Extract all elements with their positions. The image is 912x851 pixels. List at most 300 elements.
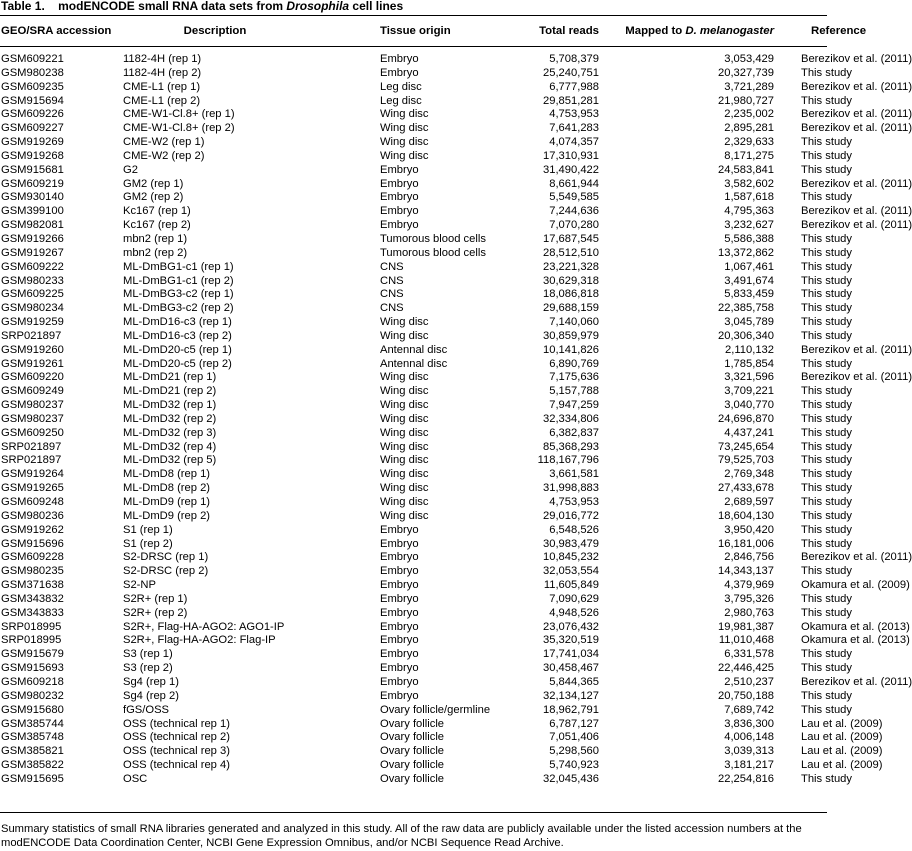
table-row	[0, 316, 827, 330]
cell-accession: GSM980237	[1, 399, 64, 412]
table-row	[0, 302, 827, 316]
cell-accession: GSM980236	[1, 509, 64, 522]
table-body	[0, 44, 912, 787]
table-row	[0, 81, 827, 95]
table-row	[0, 178, 827, 192]
table-row	[0, 538, 827, 552]
cell-mapped-reads: 24,583,841	[718, 163, 774, 176]
cell-mapped-reads: 2,110,132	[725, 343, 774, 356]
top-rule	[0, 15, 827, 16]
cell-mapped-reads: 3,491,674	[724, 274, 774, 287]
cell-accession: GSM919259	[1, 316, 64, 329]
cell-total-reads: 118,167,796	[537, 454, 599, 467]
cell-tissue: Tumorous blood cells	[380, 232, 486, 245]
cell-total-reads: 32,053,554	[543, 565, 599, 578]
cell-reference: This study	[801, 662, 852, 675]
cell-description: ML-DmD32 (rep 5)	[123, 454, 217, 467]
cell-tissue: Wing disc	[380, 412, 429, 425]
cell-total-reads: 29,016,772	[543, 509, 599, 522]
cell-total-reads: 7,051,406	[549, 731, 599, 744]
cell-total-reads: 7,244,636	[549, 205, 599, 218]
cell-accession: GSM609249	[1, 385, 64, 398]
table-row	[0, 399, 827, 413]
cell-mapped-reads: 20,750,188	[718, 689, 774, 702]
table-row	[0, 108, 827, 122]
cell-reference: This study	[801, 94, 852, 107]
table-row	[0, 468, 827, 482]
cell-mapped-reads: 22,446,425	[718, 662, 774, 675]
cell-mapped-reads: 79,525,703	[718, 454, 774, 467]
cell-mapped-reads: 3,836,300	[724, 717, 774, 730]
cell-total-reads: 25,240,751	[543, 66, 599, 79]
cell-tissue: Wing disc	[380, 149, 429, 162]
cell-total-reads: 23,076,432	[543, 620, 599, 633]
cell-tissue: Wing disc	[380, 316, 429, 329]
cell-tissue: Wing disc	[380, 136, 429, 149]
cell-total-reads: 30,859,979	[543, 329, 599, 342]
cell-total-reads: 4,948,526	[549, 606, 599, 619]
cell-tissue: Embryo	[380, 523, 419, 536]
cell-description: OSS (technical rep 4)	[123, 759, 230, 772]
cell-description: CME-W2 (rep 2)	[123, 149, 205, 162]
cell-reference: Berezikov et al. (2011)	[801, 177, 912, 190]
cell-description: CME-W1-Cl.8+ (rep 2)	[123, 122, 235, 135]
cell-accession: GSM980238	[1, 66, 64, 79]
cell-tissue: Leg disc	[380, 94, 422, 107]
cell-reference: Berezikov et al. (2011)	[801, 53, 912, 65]
cell-total-reads: 32,334,806	[543, 412, 599, 425]
cell-tissue: Embryo	[380, 592, 419, 605]
cell-mapped-reads: 8,171,275	[724, 149, 774, 162]
cell-description: ML-DmD32 (rep 1)	[123, 399, 217, 412]
cell-description: ML-DmBG1-c1 (rep 1)	[123, 260, 234, 273]
header-row	[0, 17, 827, 44]
cell-mapped-reads: 3,181,217	[724, 759, 774, 772]
cell-description: Sg4 (rep 2)	[123, 689, 179, 702]
table-row	[0, 551, 827, 565]
header-total-reads: Total reads	[539, 24, 599, 37]
table-row	[0, 385, 827, 399]
cell-tissue: Embryo	[380, 191, 419, 204]
cell-accession: GSM343833	[1, 606, 64, 619]
table-row	[0, 164, 827, 178]
table-row	[0, 704, 827, 718]
cell-reference: This study	[801, 689, 852, 702]
table-row	[0, 53, 827, 67]
cell-description: GM2 (rep 2)	[123, 191, 184, 204]
cell-accession: GSM919265	[1, 482, 64, 495]
cell-total-reads: 3,661,581	[549, 468, 599, 481]
cell-description: 1182-4H (rep 1)	[123, 53, 202, 65]
cell-description: 1182-4H (rep 2)	[123, 66, 202, 79]
table-row	[0, 330, 827, 344]
cell-reference: This study	[801, 260, 852, 273]
cell-reference: This study	[801, 191, 852, 204]
cell-total-reads: 7,070,280	[549, 219, 599, 232]
bottom-rule	[0, 812, 827, 813]
cell-description: ML-DmD16-c3 (rep 1)	[123, 316, 232, 329]
cell-mapped-reads: 2,235,002	[724, 108, 774, 121]
cell-mapped-reads: 2,689,597	[724, 496, 774, 508]
cell-tissue: Embryo	[380, 177, 419, 190]
cell-total-reads: 30,629,318	[543, 274, 599, 287]
cell-mapped-reads: 2,510,237	[724, 675, 774, 688]
cell-accession: GSM919260	[1, 343, 64, 356]
cell-accession: GSM609222	[1, 260, 64, 273]
cell-description: S1 (rep 1)	[123, 523, 173, 536]
cell-tissue: CNS	[380, 260, 404, 273]
cell-reference: This study	[801, 482, 852, 495]
cell-description: ML-DmD32 (rep 3)	[123, 426, 217, 439]
cell-accession: GSM385822	[1, 759, 64, 772]
cell-accession: GSM915695	[1, 772, 64, 785]
cell-mapped-reads: 13,372,862	[718, 246, 774, 259]
cell-total-reads: 5,298,560	[549, 745, 599, 758]
cell-mapped-reads: 3,232,627	[724, 219, 774, 232]
table-row	[0, 634, 827, 648]
table-row	[0, 565, 827, 579]
cell-tissue: Wing disc	[380, 509, 429, 522]
cell-total-reads: 5,549,585	[549, 191, 599, 204]
cell-reference: Berezikov et al. (2011)	[801, 122, 912, 135]
cell-accession: GSM919264	[1, 468, 64, 481]
cell-reference: Okamura et al. (2009)	[801, 579, 910, 592]
cell-accession: GSM609235	[1, 80, 64, 93]
cell-description: OSS (technical rep 2)	[123, 731, 230, 744]
cell-total-reads: 7,175,636	[549, 371, 599, 384]
cell-total-reads: 5,708,379	[549, 53, 599, 65]
cell-accession: SRP021897	[1, 454, 62, 467]
table-row	[0, 621, 827, 635]
table-row	[0, 358, 827, 372]
cell-reference: Berezikov et al. (2011)	[801, 108, 912, 121]
cell-accession: GSM609219	[1, 177, 64, 190]
cell-reference: This study	[801, 440, 852, 453]
cell-description: S2R+, Flag-HA-AGO2: Flag-IP	[123, 634, 276, 647]
cell-total-reads: 35,320,519	[543, 634, 599, 647]
cell-total-reads: 6,777,988	[549, 80, 599, 93]
cell-description: ML-DmD32 (rep 2)	[123, 412, 217, 425]
header-mapped-prefix: Mapped to	[625, 24, 686, 37]
cell-tissue: Wing disc	[380, 122, 429, 135]
cell-total-reads: 18,086,818	[543, 288, 599, 301]
table-row	[0, 371, 827, 385]
cell-reference: This study	[801, 537, 852, 550]
cell-total-reads: 8,661,944	[549, 177, 599, 190]
cell-mapped-reads: 73,245,654	[718, 440, 774, 453]
cell-total-reads: 23,221,328	[543, 260, 599, 273]
cell-description: G2	[123, 163, 138, 176]
cell-total-reads: 6,890,769	[549, 357, 599, 370]
cell-reference: This study	[801, 246, 852, 259]
cell-description: ML-DmBG3-c2 (rep 1)	[123, 288, 234, 301]
cell-total-reads: 5,740,923	[549, 759, 599, 772]
cell-accession: GSM609227	[1, 122, 64, 135]
cell-total-reads: 4,074,357	[549, 136, 599, 149]
cell-reference: This study	[801, 163, 852, 176]
cell-reference: Berezikov et al. (2011)	[801, 219, 912, 232]
table-row	[0, 150, 827, 164]
cell-mapped-reads: 20,327,739	[718, 66, 774, 79]
cell-accession: GSM915680	[1, 703, 64, 716]
table-row	[0, 344, 827, 358]
cell-description: ML-DmD21 (rep 2)	[123, 385, 217, 398]
cell-tissue: Embryo	[380, 551, 419, 564]
cell-mapped-reads: 3,039,313	[724, 745, 774, 758]
cell-tissue: Wing disc	[380, 108, 429, 121]
cell-accession: GSM609226	[1, 108, 64, 121]
spacer-row	[0, 44, 827, 53]
cell-total-reads: 29,688,159	[543, 302, 599, 315]
cell-accession: GSM609221	[1, 53, 64, 65]
cell-description: mbn2 (rep 1)	[123, 232, 188, 245]
cell-total-reads: 10,845,232	[543, 551, 599, 564]
table-row	[0, 648, 827, 662]
cell-mapped-reads: 3,321,596	[724, 371, 774, 384]
cell-tissue: Wing disc	[380, 468, 429, 481]
cell-mapped-reads: 4,006,148	[724, 731, 774, 744]
cell-reference: This study	[801, 454, 852, 467]
cell-tissue: CNS	[380, 302, 404, 315]
cell-accession: GSM919267	[1, 246, 64, 259]
cell-accession: GSM982081	[1, 219, 64, 232]
cell-description: GM2 (rep 1)	[123, 177, 184, 190]
cell-mapped-reads: 19,981,387	[718, 620, 774, 633]
table-row	[0, 676, 827, 690]
cell-reference: This study	[801, 329, 852, 342]
table-row	[0, 759, 827, 773]
cell-description: S3 (rep 1)	[123, 648, 173, 661]
cell-total-reads: 7,947,259	[549, 399, 599, 412]
cell-description: ML-DmD16-c3 (rep 2)	[123, 329, 232, 342]
cell-description: S2R+ (rep 2)	[123, 606, 188, 619]
cell-mapped-reads: 3,040,770	[724, 399, 774, 412]
header-reference: Reference	[811, 24, 867, 37]
cell-total-reads: 7,090,629	[549, 592, 599, 605]
cell-total-reads: 6,382,837	[549, 426, 599, 439]
cell-reference: This study	[801, 399, 852, 412]
table-row	[0, 482, 827, 496]
cell-reference: Berezikov et al. (2011)	[801, 343, 912, 356]
header-accession: GEO/SRA accession	[1, 24, 112, 37]
cell-accession: GSM609220	[1, 371, 64, 384]
cell-reference: This study	[801, 468, 852, 481]
cell-accession: GSM399100	[1, 205, 64, 218]
table-row	[0, 662, 827, 676]
cell-reference: This study	[801, 136, 852, 149]
cell-description: S2-NP	[123, 579, 156, 592]
table-row	[0, 731, 827, 745]
cell-accession: GSM609225	[1, 288, 64, 301]
cell-description: ML-DmD21 (rep 1)	[123, 371, 217, 384]
cell-description: OSC	[123, 772, 148, 785]
table-row	[0, 67, 827, 81]
cell-total-reads: 5,844,365	[549, 675, 599, 688]
cell-mapped-reads: 2,895,281	[724, 122, 774, 135]
table-row	[0, 454, 827, 468]
cell-description: S1 (rep 2)	[123, 537, 173, 550]
cell-mapped-reads: 3,795,326	[724, 592, 774, 605]
cell-mapped-reads: 22,385,758	[718, 302, 774, 315]
cell-tissue: Ovary follicle	[380, 731, 445, 744]
cell-mapped-reads: 11,010,468	[718, 634, 774, 647]
cell-mapped-reads: 14,343,137	[718, 565, 774, 578]
cell-total-reads: 7,140,060	[549, 316, 599, 329]
cell-description: ML-DmD9 (rep 2)	[123, 509, 211, 522]
cell-tissue: Embryo	[380, 219, 419, 232]
cell-mapped-reads: 27,433,678	[718, 482, 774, 495]
cell-tissue: Embryo	[380, 66, 419, 79]
cell-mapped-reads: 5,586,388	[724, 232, 774, 245]
cell-mapped-reads: 2,980,763	[724, 606, 774, 619]
table-row	[0, 510, 827, 524]
cell-reference: Lau et al. (2009)	[801, 717, 883, 730]
cell-accession: GSM919266	[1, 232, 64, 245]
cell-tissue: Embryo	[380, 634, 419, 647]
cell-tissue: Wing disc	[380, 440, 429, 453]
cell-tissue: Embryo	[380, 675, 419, 688]
table-title-text: modENCODE small RNA data sets from	[58, 0, 287, 13]
cell-tissue: Embryo	[380, 537, 419, 550]
cell-description: ML-DmD8 (rep 2)	[123, 482, 211, 495]
cell-accession: GSM919269	[1, 136, 64, 149]
cell-reference: Okamura et al. (2013)	[801, 620, 910, 633]
cell-reference: Okamura et al. (2013)	[801, 634, 910, 647]
table-row	[0, 219, 827, 233]
table-row	[0, 288, 827, 302]
cell-description: fGS/OSS	[123, 703, 170, 716]
table-row	[0, 427, 827, 441]
cell-mapped-reads: 18,604,130	[718, 509, 774, 522]
cell-mapped-reads: 3,709,221	[724, 385, 774, 398]
cell-description: ML-DmD32 (rep 4)	[123, 440, 217, 453]
cell-tissue: Ovary follicle/germline	[380, 703, 491, 716]
table-row	[0, 773, 827, 787]
cell-mapped-reads: 1,587,618	[724, 191, 774, 204]
cell-total-reads: 7,641,283	[549, 122, 599, 135]
cell-mapped-reads: 22,254,816	[718, 772, 774, 785]
cell-accession: GSM919262	[1, 523, 64, 536]
cell-description: ML-DmD20-c5 (rep 1)	[123, 343, 232, 356]
cell-description: ML-DmD8 (rep 1)	[123, 468, 211, 481]
cell-mapped-reads: 1,067,461	[724, 260, 774, 273]
cell-tissue: Wing disc	[380, 454, 429, 467]
data-table	[0, 17, 912, 787]
table-row	[0, 441, 827, 455]
table-row	[0, 745, 827, 759]
cell-total-reads: 10,141,826	[543, 343, 599, 356]
table-row	[0, 191, 827, 205]
cell-accession: GSM915679	[1, 648, 64, 661]
cell-reference: Berezikov et al. (2011)	[801, 371, 912, 384]
cell-tissue: Embryo	[380, 579, 419, 592]
cell-description: Sg4 (rep 1)	[123, 675, 179, 688]
cell-tissue: Embryo	[380, 163, 419, 176]
cell-reference: This study	[801, 302, 852, 315]
cell-tissue: Embryo	[380, 662, 419, 675]
cell-accession: GSM609228	[1, 551, 64, 564]
cell-total-reads: 32,045,436	[543, 772, 599, 785]
cell-reference: This study	[801, 648, 852, 661]
cell-tissue: Embryo	[380, 53, 419, 65]
cell-reference: This study	[801, 412, 852, 425]
cell-accession: GSM385821	[1, 745, 64, 758]
cell-mapped-reads: 4,379,969	[724, 579, 774, 592]
cell-mapped-reads: 2,769,348	[724, 468, 774, 481]
table-title	[1, 0, 403, 12]
cell-description: CME-L1 (rep 1)	[123, 80, 201, 93]
cell-tissue: Ovary follicle	[380, 745, 445, 758]
cell-tissue: Embryo	[380, 565, 419, 578]
cell-mapped-reads: 3,045,789	[724, 316, 774, 329]
cell-tissue: CNS	[380, 274, 404, 287]
cell-reference: This study	[801, 496, 852, 508]
cell-mapped-reads: 21,980,727	[718, 94, 774, 107]
cell-reference: This study	[801, 509, 852, 522]
cell-tissue: Tumorous blood cells	[380, 246, 486, 259]
table-row	[0, 136, 827, 150]
header-mapped-species: D. melanogaster	[685, 24, 774, 37]
cell-description: S2R+, Flag-HA-AGO2: AGO1-IP	[123, 620, 285, 633]
cell-mapped-reads: 2,846,756	[724, 551, 774, 564]
cell-tissue: Wing disc	[380, 496, 429, 508]
table-row	[0, 524, 827, 538]
cell-mapped-reads: 1,785,854	[724, 357, 774, 370]
cell-total-reads: 30,983,479	[543, 537, 599, 550]
header-tissue: Tissue origin	[380, 24, 451, 37]
cell-reference: Lau et al. (2009)	[801, 731, 883, 744]
cell-reference: This study	[801, 357, 852, 370]
cell-description: ML-DmBG1-c1 (rep 2)	[123, 274, 234, 287]
cell-tissue: Embryo	[380, 689, 419, 702]
cell-reference: This study	[801, 703, 852, 716]
cell-reference: This study	[801, 565, 852, 578]
cell-total-reads: 85,368,293	[543, 440, 599, 453]
cell-description: ML-DmD20-c5 (rep 2)	[123, 357, 232, 370]
cell-accession: GSM930140	[1, 191, 64, 204]
cell-description: S2R+ (rep 1)	[123, 592, 188, 605]
cell-reference: Berezikov et al. (2011)	[801, 675, 912, 688]
table-row	[0, 205, 827, 219]
cell-tissue: Ovary follicle	[380, 772, 445, 785]
cell-tissue: Wing disc	[380, 385, 429, 398]
cell-accession: GSM980232	[1, 689, 64, 702]
cell-description: ML-DmBG3-c2 (rep 2)	[123, 302, 234, 315]
cell-description: ML-DmD9 (rep 1)	[123, 496, 211, 508]
cell-total-reads: 11,605,849	[543, 579, 599, 592]
cell-mapped-reads: 4,795,363	[724, 205, 774, 218]
table-caption: Summary statistics of small RNA libraries generated and analyzed in this study. All of the raw data are publicly available under the listed accession numbers at the modENCODE Data Coordination Center, NCBI Gene Expression Omnibus, and/or NCBI Sequence Read Archive.	[1, 823, 802, 849]
cell-accession: GSM919261	[1, 357, 64, 370]
table-row	[0, 496, 827, 510]
table-label: Table 1.	[1, 0, 45, 13]
cell-mapped-reads: 2,329,633	[724, 136, 774, 149]
cell-total-reads: 4,753,953	[549, 496, 599, 508]
cell-accession: GSM980235	[1, 565, 64, 578]
table-row	[0, 122, 827, 136]
cell-total-reads: 31,998,883	[543, 482, 599, 495]
cell-tissue: Embryo	[380, 648, 419, 661]
cell-mapped-reads: 3,053,429	[724, 53, 774, 65]
cell-reference: Berezikov et al. (2011)	[801, 205, 912, 218]
cell-accession: GSM980237	[1, 412, 64, 425]
cell-accession: GSM385748	[1, 731, 64, 744]
cell-description: CME-W1-Cl.8+ (rep 1)	[123, 108, 235, 121]
cell-total-reads: 6,548,526	[549, 523, 599, 536]
cell-accession: GSM915694	[1, 94, 64, 107]
table-row	[0, 718, 827, 732]
cell-accession: GSM609250	[1, 426, 64, 439]
